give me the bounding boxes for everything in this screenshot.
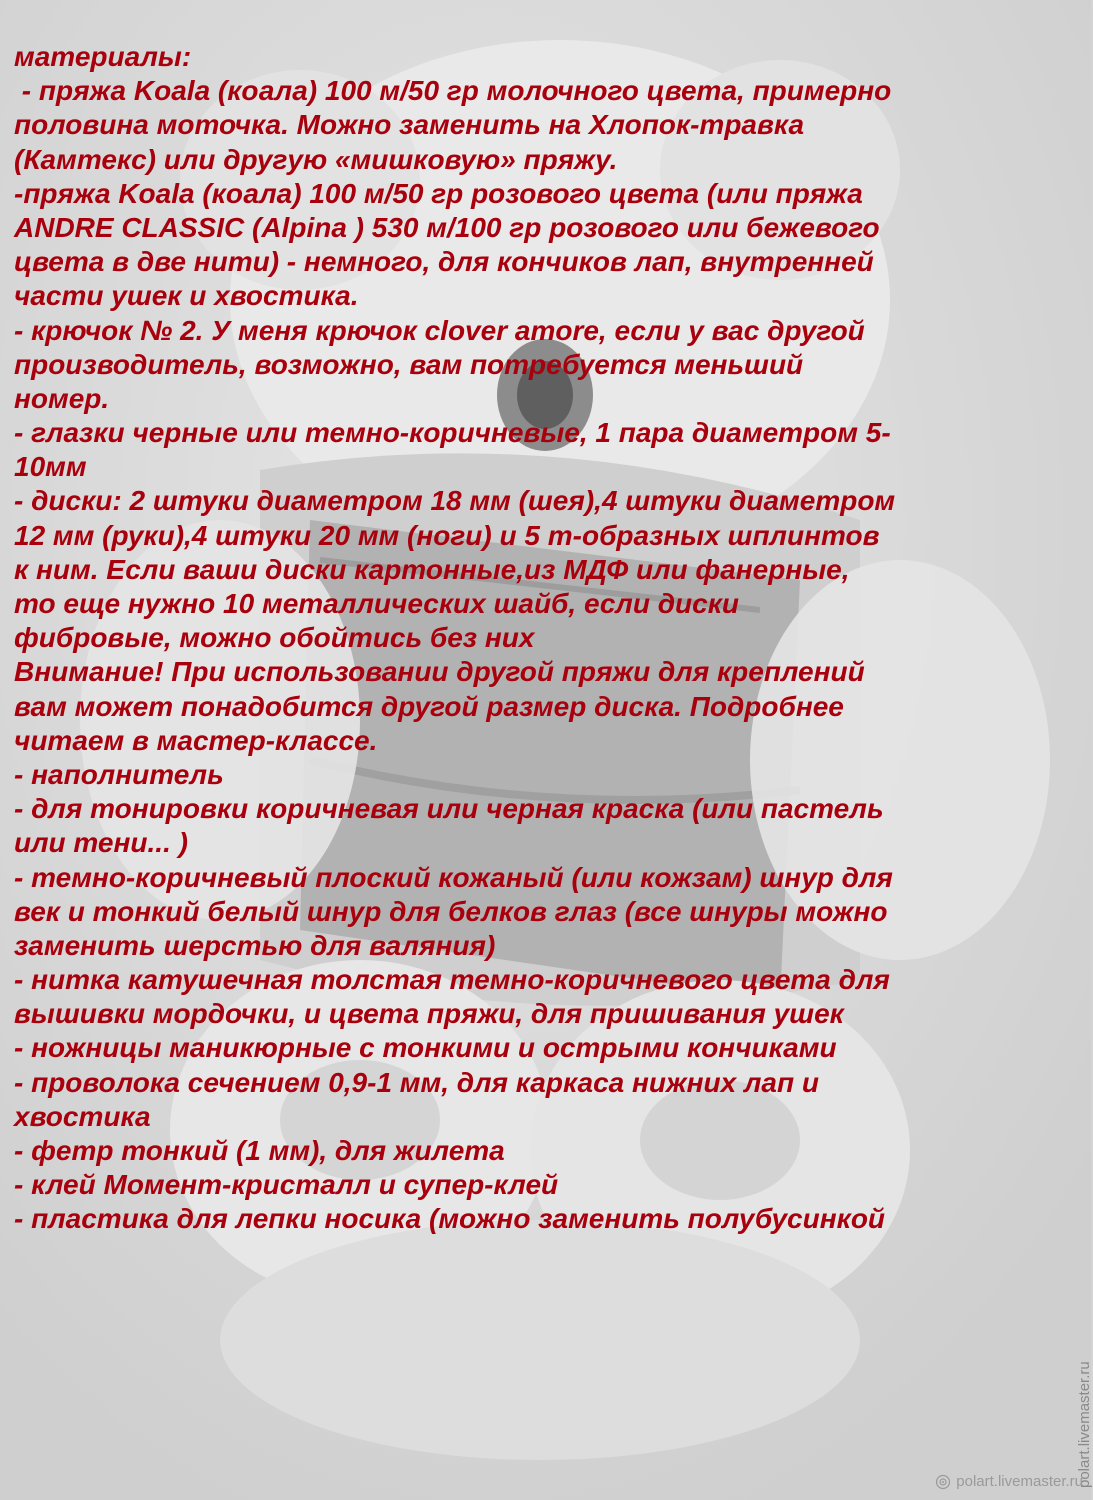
watermark-vertical: polart.livemaster.ru: [1076, 1361, 1093, 1488]
text-line: вышивки мордочки, и цвета пряжи, для пришивания ушек: [14, 998, 844, 1030]
text-line: читаем в мастер-классе.: [14, 724, 378, 756]
text-line: (Камтекс) или другую «мишковую» пряжу.: [14, 143, 618, 175]
text-line: - для тонировки коричневая или черная краска (или пастель: [14, 793, 884, 825]
text-line: хвостика: [14, 1100, 151, 1132]
text-line: - пряжа Koala (коала) 100 м/50 гр молочного цвета, примерно: [14, 75, 892, 107]
text-line: то еще нужно 10 металлических шайб, если диски: [14, 588, 740, 619]
text-line: - темно-коричневый плоский кожаный (или кожзам) шнур для: [14, 861, 893, 893]
materials-text: [14, 40, 1091, 1237]
text-line: заменить шерстью для валяния): [14, 929, 496, 961]
text-line: цвета в две нити) - немного, для кончиков лап, внутренней: [14, 246, 874, 278]
text-line: -пряжа Koala (коала) 100 м/50 гр розового цвета (или пряжа: [14, 177, 863, 209]
text-line: - ножницы маникюрные с тонкими и острыми кончиками: [14, 1032, 837, 1064]
text-line: - пластика для лепки носика (можно заменить полубусинкой: [14, 1203, 886, 1235]
text-line: - крючок № 2. У меня крючок clover amore, если у вас другой: [14, 314, 865, 346]
text-line: - нитка катушечная толстая темно-коричневого цвета для: [14, 964, 890, 996]
text-line: материалы:: [14, 41, 192, 72]
text-line: - проволока сечением 0,9-1 мм, для каркаса нижних лап и: [14, 1066, 819, 1098]
text-line: 12 мм (руки),4 штуки 20 мм (ноги) и 5 т-образных шплинтов: [14, 519, 880, 551]
text-line: или тени... ): [14, 827, 188, 859]
text-line: ANDRE CLASSIC (Alpina ) 530 м/100 гр розового или бежевого: [14, 211, 880, 243]
text-line: Внимание! При использовании другой пряжи для креплений: [14, 656, 865, 688]
text-line: номер.: [14, 382, 110, 414]
text-line: - глазки черные или темно-коричневые, 1 пара диаметром 5-: [14, 417, 891, 449]
text-line: - диски: 2 штуки диаметром 18 мм (шея),4 штуки диаметром: [14, 485, 896, 517]
watermark-bottom: [935, 1473, 1083, 1490]
text-line: 10мм: [14, 451, 87, 483]
text-line: к ним. Если ваши диски картонные,из МДФ или фанерные,: [14, 553, 850, 585]
livemaster-logo-icon: [935, 1474, 951, 1490]
text-line: - наполнитель: [14, 758, 224, 790]
text-line: части ушек и хвостика.: [14, 280, 359, 312]
text-line: производитель, возможно, вам потребуется меньший: [14, 348, 804, 380]
text-line: век и тонкий белый шнур для белков глаз (все шнуры можно: [14, 895, 888, 927]
text-line: - фетр тонкий (1 мм), для жилета: [14, 1135, 505, 1166]
text-line: половина моточка. Можно заменить на Хлопок-травка: [14, 109, 805, 141]
text-line: - клей Момент-кристалл и супер-клей: [14, 1169, 559, 1201]
text-line: вам может понадобится другой размер диска. Подробнее: [14, 690, 844, 722]
watermark-bottom-text: polart.livemaster.ru: [956, 1473, 1083, 1490]
text-line: фибровые, можно обойтись без них: [14, 622, 535, 654]
